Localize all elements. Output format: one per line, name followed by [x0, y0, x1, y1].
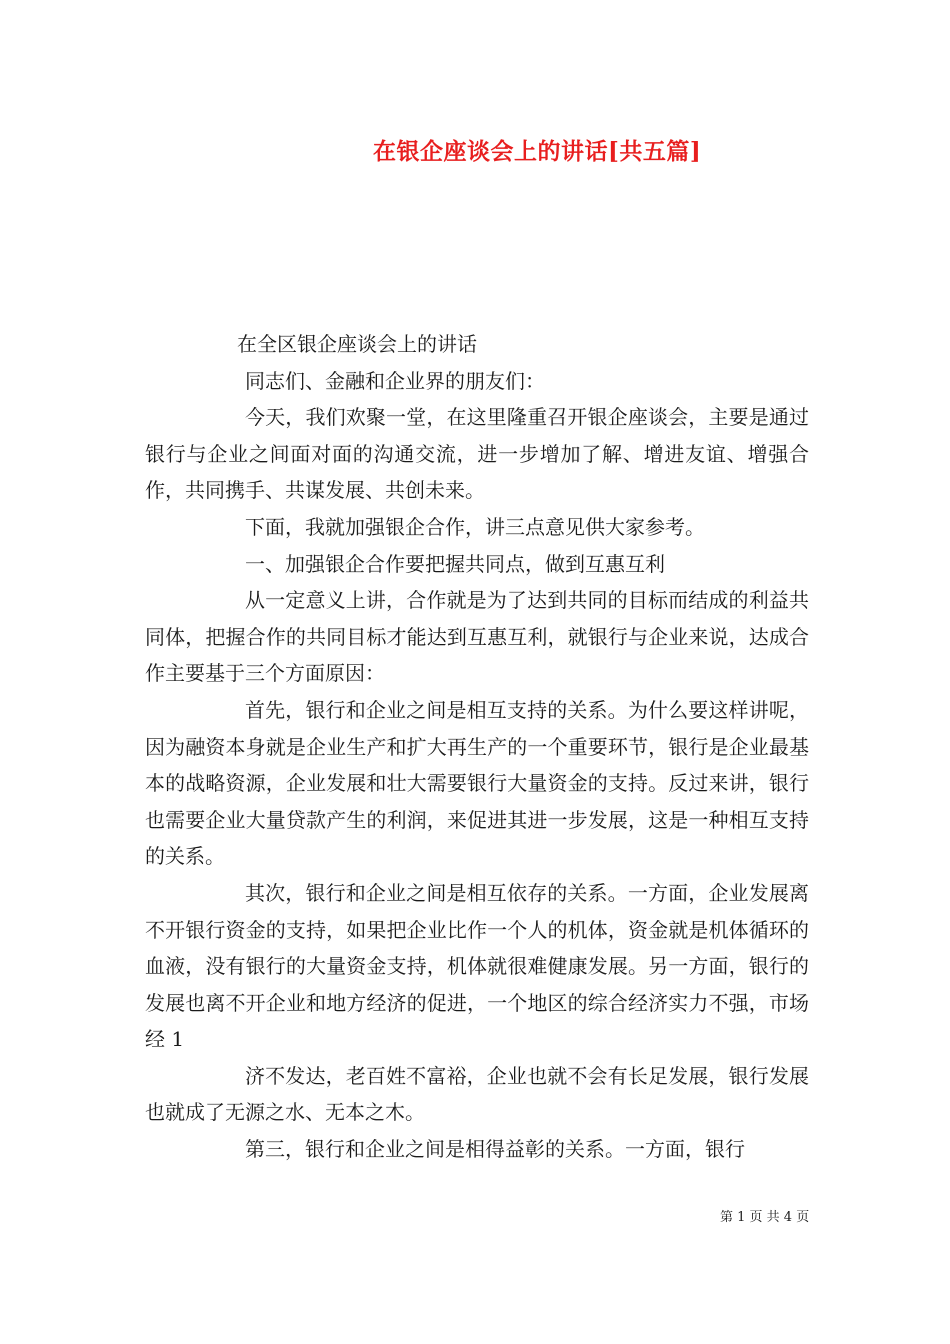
- document-title: 在银企座谈会上的讲话[共五篇]: [373, 138, 702, 165]
- paragraph-first-reason: 首先，银行和企业之间是相互支持的关系。为什么要这样讲呢，因为融资本身就是企业生产和扩大再生产的一个重要环节，银行是企业最基本的战略资源，企业发展和壮大需要银行大量资金的支持。反过来讲，银行也需要企业大量贷款产生的利润，来促进其进一步发展，这是一种相互支持的关系。: [145, 697, 809, 869]
- paragraph-outline: 下面，我就加强银企合作，讲三点意见供大家参考。: [245, 514, 705, 539]
- section-heading-1: 一、加强银企合作要把握共同点，做到互惠互利: [245, 551, 665, 576]
- speech-subtitle: 在全区银企座谈会上的讲话: [237, 332, 477, 356]
- page-number-footer: 第 1 页 共 4 页: [720, 1210, 810, 1225]
- paragraph-opening: 今天，我们欢聚一堂，在这里隆重召开银企座谈会，主要是通过银行与企业之间面对面的沟通交流，进一步增加了解、增进友谊、增强合作，共同携手、共谋发展、共创未来。: [145, 405, 809, 503]
- paragraph-continuation: 济不发达，老百姓不富裕，企业也就不会有长足发展，银行发展也就成了无源之水、无本之木。: [145, 1063, 809, 1125]
- paragraph-third-reason: 第三，银行和企业之间是相得益彰的关系。一方面，银行: [245, 1137, 745, 1162]
- paragraph-second-reason: 其次，银行和企业之间是相互依存的关系。一方面，企业发展离不开银行资金的支持，如果把企业比作一个人的机体，资金就是机体循环的血液，没有银行的大量资金支持，机体就很难健康发展。另一方面，银行的发展也离不开企业和地方经济的促进，一个地区的综合经济实力不强，市场经 1: [145, 880, 809, 1052]
- paragraph-cooperation: 从一定意义上讲，合作就是为了达到共同的目标而结成的利益共同体，把握合作的共同目标才能达到互惠互利，就银行与企业来说，达成合作主要基于三个方面原因：: [145, 588, 809, 686]
- document-body: [145, 326, 809, 1168]
- paragraph-salutation: 同志们、金融和企业界的朋友们：: [245, 368, 545, 393]
